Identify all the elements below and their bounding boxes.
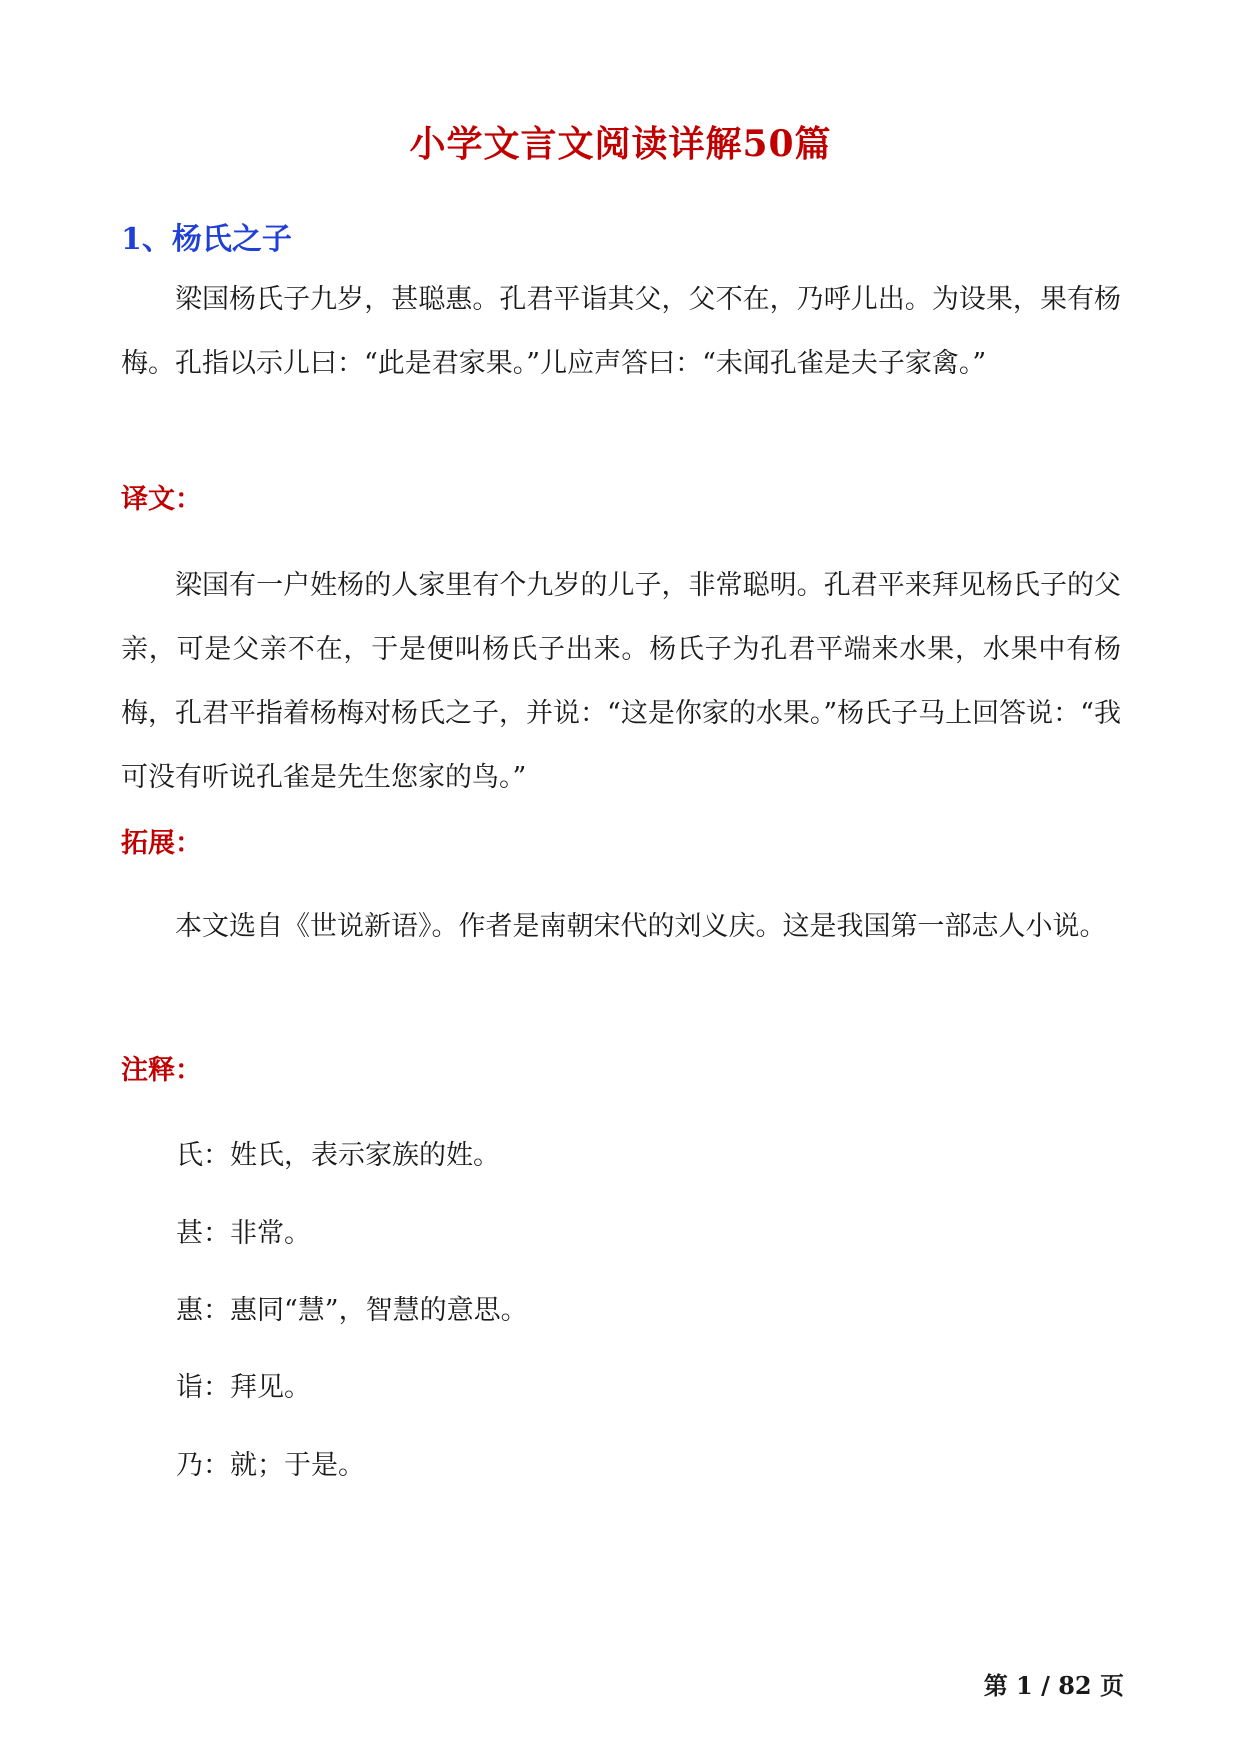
- page-number: 第 1 / 82 页: [983, 1671, 1124, 1700]
- original-text-paragraph: 梁国杨氏子九岁，甚聪惠。孔君平诣其父，父不在，乃呼儿出。为设果，果有杨梅。孔指以示儿曰：“此是君家果。”儿应声答曰：“未闻孔雀是夫子家禽。”: [121, 284, 1121, 379]
- extension-paragraph: 本文选自《世说新语》。作者是南朝宋代的刘义庆。这是我国第一部志人小说。: [175, 911, 1107, 942]
- note-item: 惠：惠同“慧”，智慧的意思。: [176, 1295, 528, 1326]
- note-item: 乃：就；于是。: [176, 1450, 365, 1481]
- extension-label: 拓展：: [121, 828, 202, 859]
- notes-label: 注释：: [121, 1055, 202, 1086]
- note-item: 诣：拜见。: [176, 1372, 311, 1403]
- translation-paragraph: 梁国有一户姓杨的人家里有个九岁的儿子，非常聪明。孔君平来拜见杨氏子的父亲，可是父亲不在，于是便叫杨氏子出来。杨氏子为孔君平端来水果，水果中有杨梅，孔君平指着杨梅对杨氏之子，并说：“这是你家的水果。”杨氏子马上回答说：“我可没有听说孔雀是先生您家的鸟。”: [121, 570, 1121, 793]
- document-title: 小学文言文阅读详解50篇: [409, 123, 832, 165]
- note-item: 氏：姓氏，表示家族的姓。: [176, 1140, 500, 1171]
- translation-label: 译文：: [121, 484, 202, 515]
- section-heading: 1、杨氏之子: [121, 222, 292, 257]
- note-item: 甚：非常。: [176, 1218, 311, 1249]
